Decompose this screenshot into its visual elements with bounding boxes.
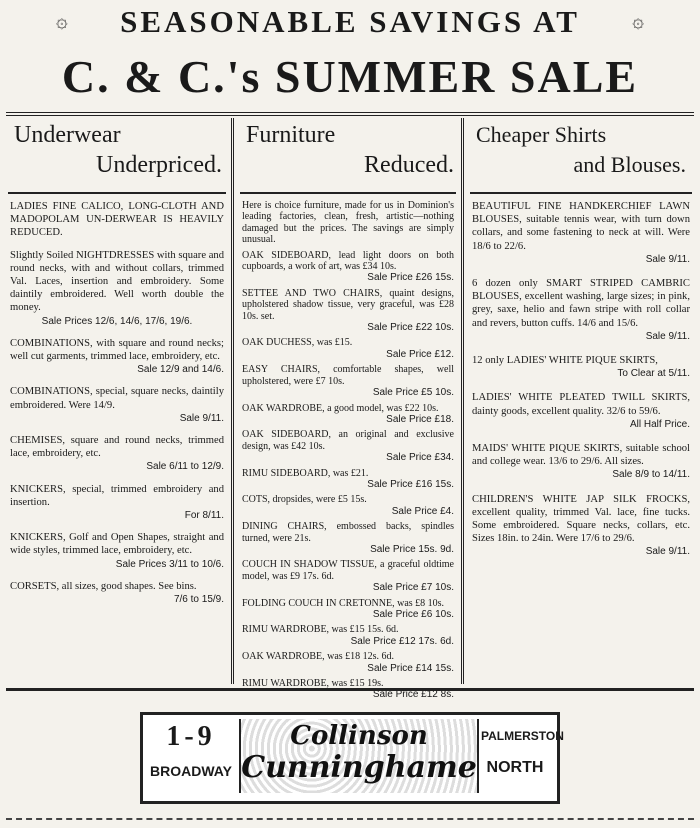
item-description: LADIES FINE CALICO, LONG-CLOTH AND MADOPOLAM UN-DERWEAR IS HEAVILY REDUCED. [10, 201, 224, 239]
item-description: EASY CHAIRS, comfortable shapes, well upholstered, were £7 10s. [242, 364, 454, 387]
list-item [468, 277, 694, 343]
list-item [6, 200, 228, 240]
column-furniture [238, 120, 458, 701]
column-divider [461, 118, 464, 684]
item-price: Sale 9/11. [179, 412, 224, 424]
list-item [238, 250, 458, 284]
store-name-line-2: Cunninghame [241, 750, 477, 785]
item-price: Sale Price £18. [386, 413, 454, 425]
column-divider [231, 118, 234, 684]
item-price: Sale 8/9 to 14/11. [612, 469, 690, 481]
item-price: Sale Price £12. [386, 348, 454, 360]
headline-line-1: SEASONABLE SAVINGS AT [120, 4, 580, 39]
column-heading-line: Underwear [14, 122, 121, 148]
footer-divider [6, 688, 694, 691]
item-description: COMBINATIONS, with square and round necks; well cut garments, trimmed lace, embroidery, etc. [10, 337, 224, 363]
list-item [468, 200, 694, 266]
list-item [6, 483, 228, 523]
item-description: CHEMISES, square and round necks, trimmed lace, embroidery, etc. [10, 435, 224, 460]
item-description: LADIES' WHITE PLEATED TWILL SKIRTS, dainty goods, excellent quality. 32/6 to 59/6. [472, 392, 690, 417]
headline-line-2: C. & C.'s SUMMER SALE [61, 51, 639, 102]
item-price: Sale Price £16 15s. [367, 478, 454, 490]
list-item [468, 391, 694, 431]
street-name: BROADWAY [150, 763, 232, 779]
column-heading-line: Furniture [246, 122, 336, 148]
list-item [238, 403, 458, 426]
list-item [6, 385, 228, 425]
list-item [238, 337, 458, 360]
item-price: Sale Price £4. [391, 505, 454, 517]
list-item [468, 493, 694, 559]
item-price: Sale Price £34. [386, 452, 454, 464]
column-heading-line: Underpriced. [96, 152, 222, 178]
item-price: Sale 9/11. [645, 253, 690, 265]
item-description: BEAUTIFUL FINE HANDKERCHIEF LAWN BLOUSES, suitable tennis wear, with turn down collars, and some fastening to neck at will. Were 18/6 to 22/6. [472, 201, 690, 252]
column-heading-line: Cheaper Shirts [476, 122, 607, 147]
list-item [238, 468, 458, 491]
item-description: COMBINATIONS, special, square necks, daintily embroidered. Were 14/9. [10, 386, 224, 411]
list-item [6, 580, 228, 606]
item-price: Sale Price £26 15s. [367, 272, 454, 284]
item-price: For 8/11. [184, 510, 224, 522]
list-item [238, 429, 458, 463]
item-price: Sale Price £7 10s. [372, 582, 454, 594]
item-description: KNICKERS, special, trimmed embroidery and insertion. [10, 483, 224, 508]
item-description: Slightly Soiled NIGHTDRESSES with square and round necks, with and without collars, trimmed Val. Laces, insertion and embroidery. Some daintily embroidered. Well worth double the money. [10, 249, 224, 314]
item-description: OAK WARDROBE, was £18 12s. 6d. [242, 651, 395, 663]
item-price: All Half Price. [629, 418, 690, 430]
column-heading [468, 120, 694, 184]
item-description: COTS, dropsides, were £5 15s. [242, 494, 367, 506]
list-item [238, 598, 458, 621]
item-price: Sale 9/11. [645, 546, 690, 558]
item-description: OAK SIDEBOARD, an original and exclusive design, was £42 10s. [242, 429, 454, 452]
item-description: MAIDS' WHITE PIQUE SKIRTS, suitable school and college wear. 13/6 to 29/6. All sizes. [472, 443, 690, 468]
store-logo [239, 719, 479, 793]
item-description: 6 dozen only SMART STRIPED CAMBRIC BLOUSES, excellent washing, large sizes; in pink, grey, saxe, helio and fawn stripe with roll collar and revers, button cuffs. 14/6 and 15/6. [472, 278, 690, 329]
list-item [238, 200, 458, 246]
street-number: 1-9 [166, 721, 216, 752]
item-price: Sale Price £6 10s. [372, 609, 454, 620]
store-name-line-1: Collinson [290, 721, 428, 751]
column-shirts-blouses [468, 120, 694, 682]
column-heading [6, 120, 228, 184]
item-price: Sale Price £5 10s. [372, 387, 454, 399]
item-price: Sale Price £12 8s. [372, 689, 454, 701]
store-banner [140, 712, 564, 804]
header-divider [6, 112, 694, 116]
list-item [468, 442, 694, 482]
item-price: Sale Price £14 15s. [367, 662, 454, 674]
item-price: Sale Prices 3/11 to 10/6. [115, 558, 224, 570]
item-description: OAK DUCHESS, was £15. [242, 337, 353, 349]
item-price: Sale Price £22 10s. [367, 322, 454, 334]
list-item [6, 434, 228, 474]
item-price: Sale 9/11. [645, 330, 690, 342]
list-item [238, 288, 458, 334]
column-heading-divider [240, 192, 456, 194]
item-description: DINING CHAIRS, embossed backs, spindles turned, were 21s. [242, 521, 454, 544]
list-item [238, 651, 458, 674]
item-description: COUCH IN SHADOW TISSUE, a graceful oldtime model, was £9 17s. 6d. [242, 559, 454, 582]
item-description: Here is choice furniture, made for us in Dominion's leading factories, clean, fresh, artistic—nothing damaged but the prices. The savings are simply unusual. [242, 200, 454, 246]
item-description: SETTEE AND TWO CHAIRS, quaint designs, upholstered shadow tissue, very graceful, was £28 10s. set. [242, 287, 454, 322]
ornament-left-icon: ۞ [56, 10, 68, 32]
item-price: Sale Price £12 17s. 6d. [350, 635, 454, 647]
column-heading-divider [8, 192, 226, 194]
item-price: Sale Price 15s. 9d. [370, 543, 454, 555]
list-item [6, 531, 228, 571]
column-heading-line: Reduced. [364, 152, 454, 178]
item-description: RIMU WARDROBE, was £15 19s. [242, 678, 384, 690]
list-item [468, 354, 694, 380]
list-item [238, 494, 458, 517]
list-item [238, 364, 458, 398]
item-description: CORSETS, all sizes, good shapes. See bins. [10, 580, 197, 592]
town-direction: NORTH [486, 759, 544, 776]
town-name: PALMERSTON [481, 729, 564, 743]
column-heading-line: and Blouses. [573, 152, 686, 177]
item-description: OAK WARDROBE, a good model, was £22 10s. [242, 402, 439, 414]
list-item [6, 249, 228, 328]
item-price: Sale 12/9 and 14/6. [137, 364, 224, 376]
item-description: RIMU SIDEBOARD, was £21. [242, 467, 369, 479]
ornament-right-icon: ۞ [632, 10, 644, 32]
column-heading [238, 120, 458, 184]
list-item [6, 337, 228, 377]
list-item [238, 559, 458, 593]
item-price: 7/6 to 15/9. [173, 594, 224, 606]
list-item [238, 521, 458, 555]
item-price: To Clear at 5/11. [617, 368, 690, 380]
item-description: FOLDING COUCH IN CRETONNE, was £8 10s. [242, 597, 445, 609]
page-edge [6, 818, 694, 820]
item-description: CHILDREN'S WHITE JAP SILK FROCKS, excellent quality, trimmed Val. lace, fine tucks. Some embroidered. Square necks, collars, etc. Sizes 18in. to 24in. Were 17/6 to 29/6. [472, 493, 690, 545]
item-description: OAK SIDEBOARD, lead light doors on both cupboards, a work of art, was £34 10s. [242, 249, 454, 273]
item-price: Sale Prices 12/6, 14/6, 17/6, 19/6. [41, 315, 193, 327]
list-item [238, 624, 458, 647]
column-heading-divider [470, 192, 692, 194]
item-description: KNICKERS, Golf and Open Shapes, straight and wide styles, trimmed lace, embroidery, etc. [10, 532, 224, 557]
item-description: 12 only LADIES' WHITE PIQUE SKIRTS, [472, 355, 658, 367]
item-price: Sale 6/11 to 12/9. [146, 461, 224, 473]
item-description: RIMU WARDROBE, was £15 15s. 6d. [242, 624, 399, 636]
ad-header [8, 0, 692, 112]
column-underwear [6, 120, 228, 682]
